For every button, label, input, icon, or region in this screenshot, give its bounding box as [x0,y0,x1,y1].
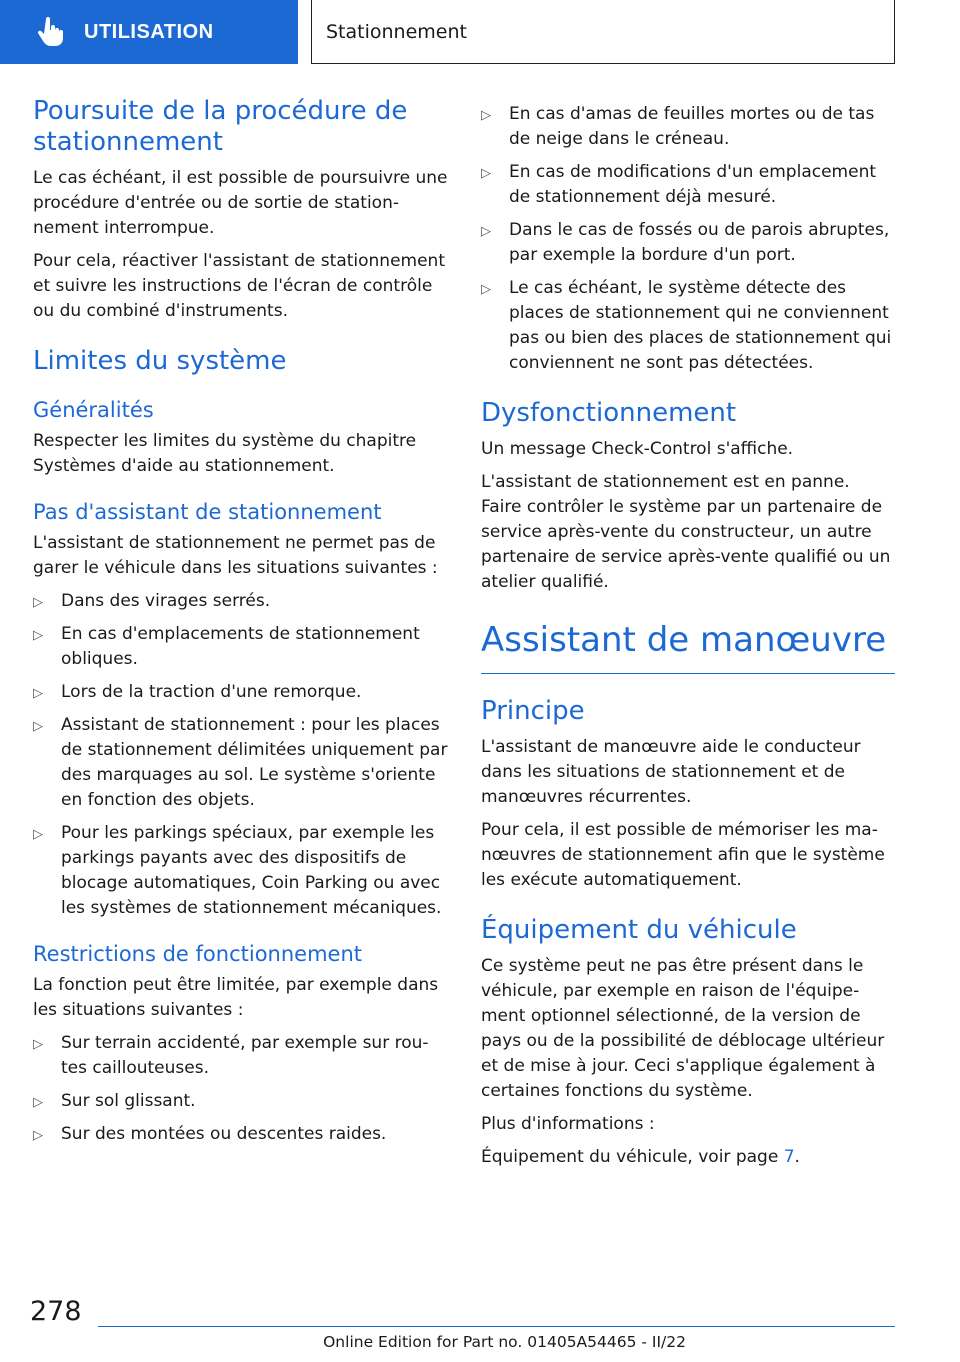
paragraph: L'assistant de stationnement ne permet pas de garer le véhicule dans les situations suivantes : [33,533,438,578]
bullet-list [481,102,895,376]
list-item: ▷ Lors de la traction d'une remorque. [33,680,448,705]
heading-restrictions: Restrictions de fonctionnement [33,942,362,966]
paragraph: Respecter les limites du système du chapitre Systèmes d'aide au stationnement. [33,431,417,476]
heading-pas-assistant: Pas d'assistant de stationnement [33,500,382,524]
bullet-list [33,589,448,921]
heading-dysfonctionnement: Dysfonctionnement [481,398,737,428]
paragraph: Pour cela, il est possible de mémoriser les manœuvres de stationnement afin que le système les exécute automatiquement. [481,820,885,890]
triangle-bullet-icon: ▷ [33,1128,43,1143]
list-item: ▷ Sur des montées ou descentes raides. [33,1122,448,1147]
paragraph: La fonction peut être limitée, par exemple dans les situations suivantes : [33,975,439,1020]
list-item: ▷ Le cas échéant, le système détecte des places de stationnement qui ne conviennent pas ou bien des places de stationnement qui conviennent ne sont pas détectées. [481,278,892,373]
triangle-bullet-icon: ▷ [33,595,43,610]
paragraph: Le cas échéant, il est possible de poursuivre une procédure d'entrée ou de sortie de stationnement interrompue. [33,168,448,238]
list-item: ▷ En cas d'emplacements de stationnement obliques. [33,624,420,669]
section-label: UTILISATION [84,20,214,43]
paragraph: Pour cela, réactiver l'assistant de stationnement et suivre les instructions de l'écran de contrôle ou du combiné d'instruments. [33,251,445,321]
heading-limites: Limites du système [33,346,287,376]
heading-assistant-manoeuvre: Assistant de manœuvre [481,619,895,674]
triangle-bullet-icon: ▷ [481,108,491,123]
page-link[interactable]: 7 [783,1147,795,1167]
paragraph: Ce système peut ne pas être présent dans le véhicule, par exemple en raison de l'équipement optionnel sélectionné, de la version de pays ou de la possibilité de déblocage ultérieur et de mise à jour. Ceci s'applique également à certaines fonctions du système. [481,956,885,1101]
list-item: ▷ Pour les parkings spéciaux, par exemple les parkings payants avec des dispositifs de blocage automatiques, Coin Parking ou avec les systèmes de stationnement mécaniques. [33,823,442,918]
chapter-title: Stationnement [326,20,467,43]
paragraph: L'assistant de stationnement est en panne. Faire contrôler le système par un partenaire de service après-vente du constructeur, un autre partenaire de service après-vente qualifié ou un atelier qualifié. [481,472,891,592]
paragraph: Un message Check-Control s'affiche. [481,439,794,459]
triangle-bullet-icon: ▷ [481,282,491,297]
triangle-bullet-icon: ▷ [33,686,43,701]
hand-pointer-icon [38,17,64,47]
list-item: ▷ En cas d'amas de feuilles mortes ou de tas de neige dans le créneau. [481,104,875,149]
triangle-bullet-icon: ▷ [33,719,43,734]
list-item: ▷ Dans le cas de fossés ou de parois abruptes, par exemple la bordure d'un port. [481,220,890,265]
triangle-bullet-icon: ▷ [33,1095,43,1110]
triangle-bullet-icon: ▷ [33,1037,43,1052]
list-item: ▷ Dans des virages serrés. [33,589,448,614]
heading-generalites: Généralités [33,398,154,422]
left-column [33,96,448,1155]
page-number: 278 [30,1296,82,1327]
list-item: ▷ Sur sol glissant. [33,1089,448,1114]
paragraph: Plus d'informations : [481,1114,655,1134]
list-item: ▷ Assistant de stationnement : pour les places de stationnement délimitées uniquement par des marquages au sol. Le système s'oriente en fonction des objets. [33,715,448,810]
footer-divider [98,1326,895,1327]
triangle-bullet-icon: ▷ [481,166,491,181]
heading-poursuite: Poursuite de la procédure de stationnement [33,96,408,157]
triangle-bullet-icon: ▷ [481,224,491,239]
list-item: ▷ En cas de modifications d'un emplacement de stationnement déjà mesuré. [481,162,877,207]
bullet-list [33,1031,448,1147]
triangle-bullet-icon: ▷ [33,628,43,643]
chapter-title-box [311,0,895,64]
page-reference: Équipement du véhicule, voir page 7. [481,1147,800,1167]
section-tab [0,0,298,64]
right-column [481,96,895,1178]
heading-equipement: Équipement du véhicule [481,915,797,945]
triangle-bullet-icon: ▷ [33,827,43,842]
paragraph: L'assistant de manœuvre aide le conducteur dans les situations de stationnement et de manœuvres récurrentes. [481,737,861,807]
heading-principe: Principe [481,696,585,726]
list-item: ▷ Sur terrain accidenté, par exemple sur routes caillouteuses. [33,1033,429,1078]
edition-footer: Online Edition for Part no. 01405A54465 - II/22 [323,1333,686,1351]
